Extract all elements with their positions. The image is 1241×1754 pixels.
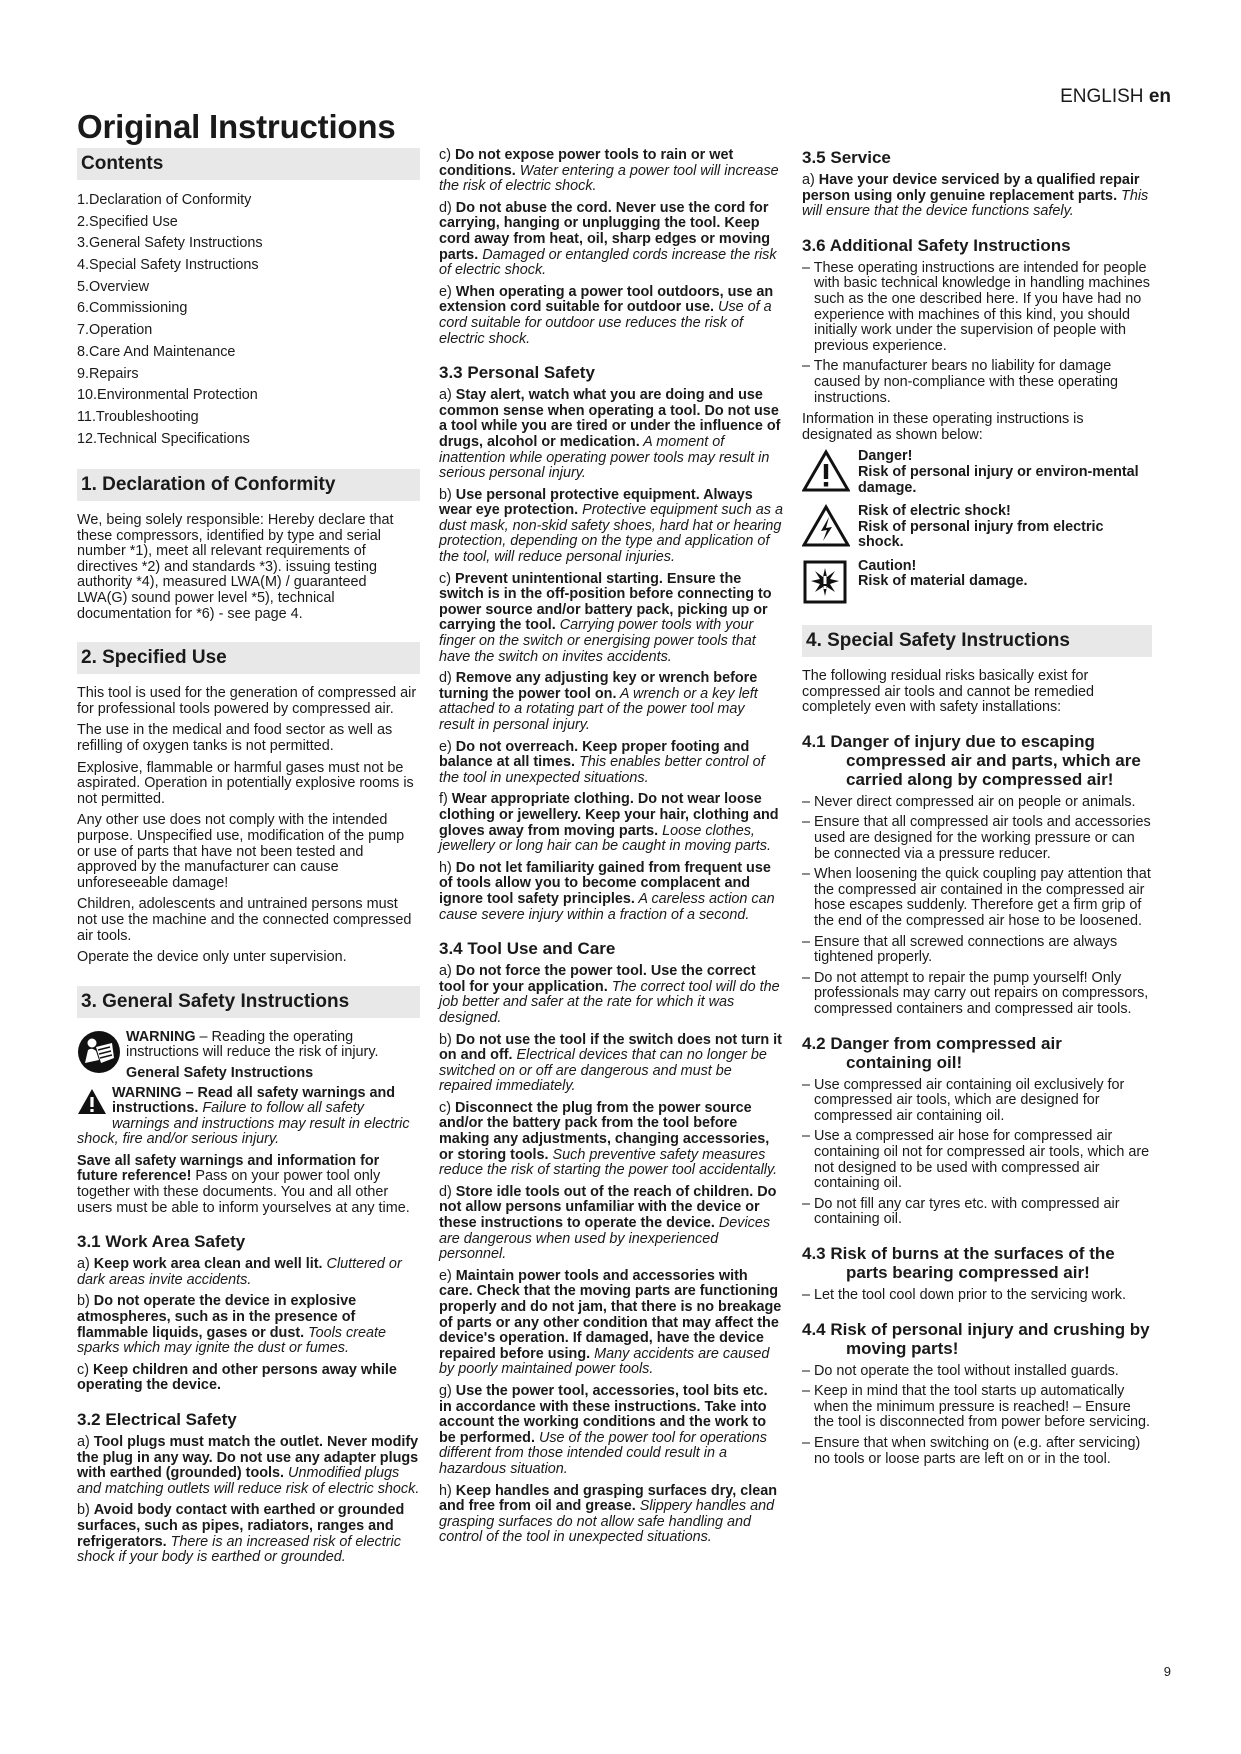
rule-item: a) Stay alert, watch what you are doing and use common sense when operating a tool. Do not use a tool while you are tired or under the influence of drugs, alcohol or medication. A moment of inattention while operating power tools may result in serious personal injury. [439,387,781,482]
section-4-4-list [802,1364,1152,1468]
contents-heading: Contents [77,148,420,180]
rule-item: g) Use the power tool, accessories, tool bits etc. in accordance with these instructions. Take into account the working conditions and the work to be performed. Use of the power tool for operations different from those intended could result in a hazardous situation. [439,1382,768,1477]
page-number: 9 [1163,1664,1171,1679]
warning-bold: WARNING – Read all safety warnings and instructions. [112,1084,396,1117]
list-item: – Let the tool cool down prior to the servicing work. [802,1286,1126,1303]
specified-use-para: Any other use does not comply with the intended purpose. Unspecified use, modification of the pump or use of parts that have not been tested and approved by the manufacturer can cause unforeseeable damage! [77,812,405,891]
language-label [1060,86,1171,108]
toc-item[interactable]: 11.Troubleshooting [77,408,199,425]
rule-item: c) Prevent unintentional starting. Ensure the switch is in the off-position before connecting to power source and/or battery pack, picking up or carrying the tool. Carrying power tools with your finger on the switch or energising power tools that have the switch on invites accidents. [439,570,772,665]
rule-item: d) Do not abuse the cord. Never use the cord for carrying, hanging or unplugging the tool. Keep cord away from heat, oil, sharp edges or moving parts. Damaged or entangled cords increase the risk of electric shock. [439,199,777,279]
rule-item: h) Keep handles and grasping surfaces dry, clean and free from oil and grease. Slippery handles and grasping surfaces do not allow safe handling and control of the tool in unexpected situations. [439,1482,778,1546]
toc-item[interactable]: 6.Commissioning [77,300,188,317]
list-item: – Ensure that when switching on (e.g. after servicing) no tools or loose parts are left on or in the tool. [802,1434,1141,1467]
language-code: en [1148,86,1171,107]
material-damage-icon [802,559,858,610]
page-title: Original Instructions [77,108,396,145]
warning-label: WARNING [126,1028,196,1045]
section-2-heading: 2. Specified Use [77,642,420,674]
legend-line: Caution! [858,557,917,574]
list-item: – When loosening the quick coupling pay attention that the compressed air contained in the compressed air hose escapes suddenly. Therefore get a firm grip of the end of the compressed air hose to be loosened. [802,866,1151,930]
rule-item: d) Store idle tools out of the reach of children. Do not allow persons unfamiliar with the device or these instructions to operate the device. Devices are dangerous when used by inexperienced personnel. [439,1183,777,1263]
section-4-1-list [802,795,1152,1018]
toc-item[interactable]: 2.Specified Use [77,213,178,230]
rule-item: h) Do not let familiarity gained from frequent use of tools allow you to become complacent and ignore tool safety principles. A careless action can cause severe injury within a fraction of a second. [439,859,775,923]
legend-line: Risk of personal injury from electric shock. [858,518,1104,551]
section-3-4-heading: 3.4 Tool Use and Care [439,939,616,959]
rule-item: c) Keep children and other persons away while operating the device. [77,1361,397,1394]
rule-item: e) Maintain power tools and accessories with care. Check that the moving parts are functioning properly and do not jam, that there is no breakage of parts or any other condition that may affect the device's operation. If damaged, have the device repaired before using. Many accidents are caused by poorly maintained power tools. [439,1267,782,1378]
specified-use-para: The use in the medical and food sector as well as refilling of oxygen tanks is not permitted. [77,722,393,754]
save-instructions [77,1154,420,1216]
column-left [77,148,420,1572]
list-item: – Do not attempt to repair the pump yourself! Only professionals may carry out repairs on compressors, compressed containers and compressed air tools. [802,969,1149,1017]
rule-item: e) When operating a power tool outdoors, use an extension cord suitable for outdoor use. Use of a cord suitable for outdoor use reduces the risk of electric shock. [439,283,774,347]
rule-item: b) Do not use the tool if the switch does not turn it on and off. Electrical devices that can no longer be switched on or off are dangerous and must be repaired immediately. [439,1031,782,1095]
toc-item[interactable]: 5.Overview [77,278,149,295]
section-3-1-heading: 3.1 Work Area Safety [77,1232,246,1252]
rule-item: b) Avoid body contact with earthed or grounded surfaces, such as pipes, radiators, ranges and refrigerators. There is an increased risk of electric shock if your body is earthed or grounded. [77,1502,405,1566]
electric-shock-triangle-icon [802,504,858,553]
list-item: – Ensure that all compressed air tools and accessories used are designed for the working pressure or can be connected via a pressure reducer. [802,814,1151,862]
warning-text: – Reading the operating instructions will reduce the risk of injury. [126,1028,379,1061]
specified-use-para: Children, adolescents and untrained persons must not use the machine and the connected compressed air tools. [77,896,412,944]
legend-line: Risk of personal injury or environ-mental damage. [858,463,1139,496]
list-item: – Keep in mind that the tool starts up automatically when the minimum pressure is reached! – Ensure the tool is disconnected from power before servicing. [802,1383,1150,1431]
toc-item[interactable]: 12.Technical Specifications [77,430,250,447]
list-item: – Use a compressed air hose for compressed air containing oil not for compressed air tools, which are not designed to be used with compressed air containing oil. [802,1128,1150,1192]
read-manual-icon [77,1030,121,1079]
toc-item[interactable]: 1.Declaration of Conformity [77,192,252,208]
column-middle [439,148,783,1552]
specified-use-para: This tool is used for the generation of compressed air for professional tools powered by compressed air. [77,685,417,717]
toc-item[interactable]: 8.Care And Maintenance [77,343,236,360]
column-right [802,148,1152,1473]
section-3-5-heading: 3.5 Service [802,148,891,167]
legend-line: Risk of electric shock! [858,502,1011,519]
warning-italic: Failure to follow all safety warnings and instructions may result in electric shock, fire and/or serious injury. [77,1100,410,1148]
legend-caution [802,559,1152,610]
save-bold: Save all safety warnings and information for future reference! [77,1152,380,1185]
save-text: Pass on your power tool only together with these documents. You and all other users must be able to inform yourselves at any time. [77,1168,410,1216]
section-4-2-list [802,1078,1152,1228]
warning-triangle-icon [77,1088,107,1120]
section-4-intro: The following residual risks basically exist for compressed air tools and cannot be remedied completely even with safety installations: [802,668,1094,716]
section-4-2-heading: 4.2 Danger from compressed air containing oil! [802,1033,1062,1072]
rule-item: a) Do not force the power tool. Use the correct tool for your application. The correct tool will do the job better and safer at the rate for which it was designed. [439,963,780,1026]
toc-item[interactable]: 3.General Safety Instructions [77,235,263,252]
legend-line: Risk of material damage. [858,573,1028,590]
list-item: – Ensure that all screwed connections are always tightened properly. [802,933,1118,966]
declaration-text: We, being solely responsible: Hereby declare that these compressors, identified by type and serial number *1), meet all relevant requirements of directives *2) and standards *3). issuing testing authority *4), measured LWA(M) / guaranteed LWA(G) sound power level *5), technical documentation for *6) - see page 4. [77,512,394,622]
list-item: – Do not fill any car tyres etc. with compressed air containing oil. [802,1195,1120,1228]
specified-use-para: Explosive, flammable or harmful gases must not be aspirated. Operation in potentially explosive rooms is not permitted. [77,759,414,807]
rule-item: c) Do not expose power tools to rain or wet conditions. Water entering a power tool will increase the risk of electric shock. [439,147,779,195]
info-text: Information in these operating instructions is designated as shown below: [802,411,1084,443]
list-item: – Do not operate the tool without installed guards. [802,1362,1119,1379]
section-3-6-heading: 3.6 Additional Safety Instructions [802,235,1071,255]
gsi-label: General Safety Instructions [126,1064,314,1081]
section-1-heading: 1. Declaration of Conformity [77,469,420,501]
rule-item: a) Tool plugs must match the outlet. Never modify the plug in any way. Do not use any adapter plugs with earthed (grounded) tools. Unmodified plugs and matching outlets will reduce risk of electric shock. [77,1434,420,1497]
section-3-2-heading: 3.2 Electrical Safety [77,1410,237,1429]
toc-item[interactable]: 4.Special Safety Instructions [77,257,259,274]
section-4-3-list [802,1288,1152,1304]
read-manual-text [126,1030,420,1082]
section-3-3-heading: 3.3 Personal Safety [439,363,595,383]
section-3-heading: 3. General Safety Instructions [77,986,420,1018]
rule-item: b) Do not operate the device in explosive atmospheres, such as in the presence of flammable liquids, gases or dust. Tools create sparks which may ignite the dust or fumes. [77,1293,386,1357]
read-manual-warning [77,1030,420,1082]
section-4-heading: 4. Special Safety Instructions [802,625,1152,657]
list-item: – The manufacturer bears no liability for damage caused by non-compliance with these operating instructions. [802,358,1118,406]
danger-triangle-icon [802,449,858,498]
section-4-1-heading: 4.1 Danger of injury due to escaping compressed air and parts, which are carried along by compressed air! [802,731,1141,789]
list-item: – Use compressed air containing oil exclusively for compressed air tools, which are designed for compressed air containing oil. [802,1076,1125,1124]
rule-item: a) Have your device serviced by a qualified repair person using only genuine replacement parts. This will ensure that the device functions safely. [802,172,1149,220]
section-4-3-heading: 4.3 Risk of burns at the surfaces of the parts bearing compressed air! [802,1243,1115,1282]
specified-use-para: Operate the device only unter supervision. [77,949,347,966]
rule-item: d) Remove any adjusting key or wrench before turning the power tool on. A wrench or a key left attached to a rotating part of the power tool may result in personal injury. [439,670,758,733]
section-4-4-heading: 4.4 Risk of personal injury and crushing by moving parts! [802,1319,1150,1358]
rule-item: b) Use personal protective equipment. Always wear eye protection. Protective equipment such as a dust mask, non-skid safety shoes, hard hat or hearing protection, depending on the type and application of the tool, will reduce personal injuries. [439,486,783,566]
legend-line: Danger! [858,448,913,465]
legend-danger [802,449,1152,498]
language-text: ENGLISH [1060,86,1144,107]
legend-electric [802,504,1152,553]
rule-item: e) Do not overreach. Keep proper footing and balance at all times. This enables better control of the tool in unexpected situations. [439,738,765,786]
rule-item: a) Keep work area clean and well lit. Cluttered or dark areas invite accidents. [77,1256,402,1288]
list-item: – These operating instructions are intended for people with basic technical knowledge in handling machines such as the one described here. If you have had no experience with machines of this kind, you should initially work under the supervision of people with previous experience. [802,259,1150,354]
toc-item[interactable]: 7.Operation [77,322,153,339]
list-item: – Never direct compressed air on people or animals. [802,793,1136,810]
read-all-warning [77,1086,420,1148]
toc-item[interactable]: 10.Environmental Protection [77,387,258,404]
rule-item: f) Wear appropriate clothing. Do not wear loose clothing or jewellery. Keep your hair, clothing and gloves away from moving parts. Loose clothes, jewellery or long hair can be caught in moving parts. [439,791,779,855]
additional-safety-list [802,261,1152,406]
toc-item[interactable]: 9.Repairs [77,365,139,382]
rule-item: c) Disconnect the plug from the power source and/or the battery pack from the tool before making any adjustments, changing accessories, or storing tools. Such preventive safety measures reduce the risk of starting the power tool accidentally. [439,1099,778,1179]
contents-list [77,192,420,447]
